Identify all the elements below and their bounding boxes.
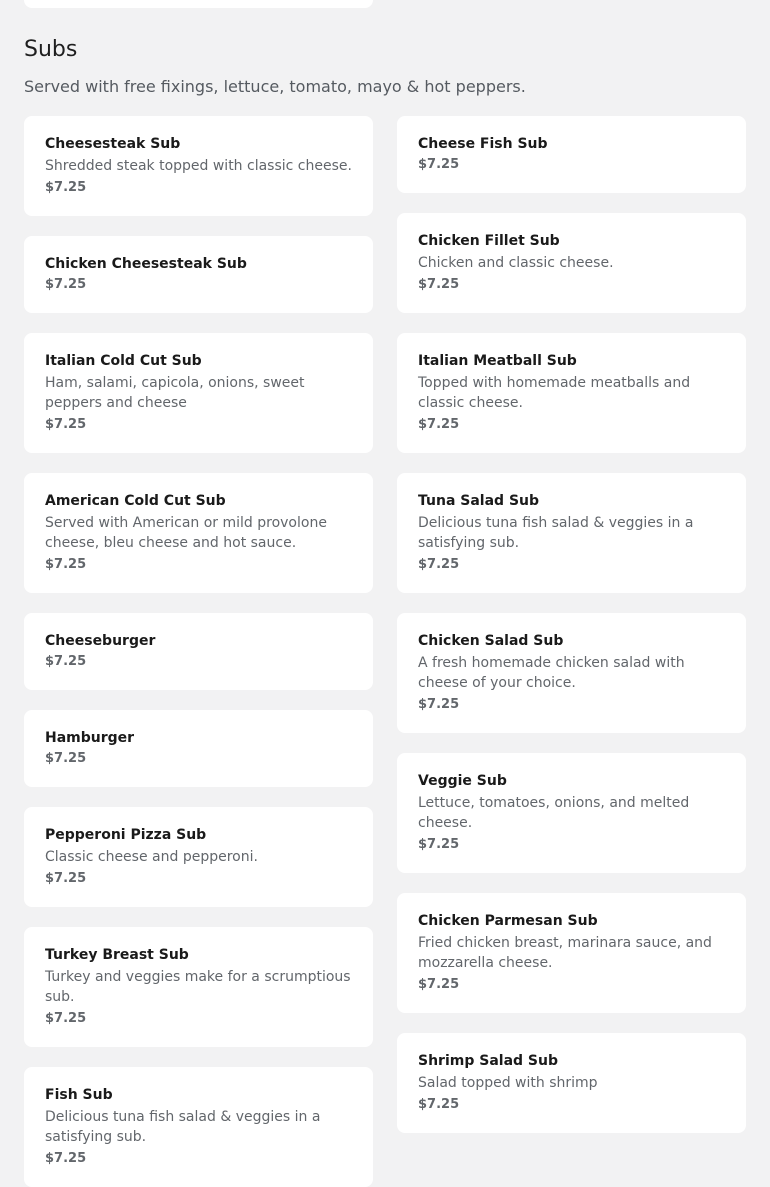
menu-item-price: $7.25	[45, 654, 87, 669]
menu-item-description: Served with American or mild provolone cheese, bleu cheese and hot sauce.	[45, 515, 327, 551]
menu-item-description: Classic cheese and pepperoni.	[45, 849, 258, 865]
menu-item-name: Shrimp Salad Sub	[418, 1053, 558, 1069]
menu-item-price: $7.25	[45, 417, 87, 432]
menu-item-price: $7.25	[418, 157, 460, 172]
section-title: Subs	[24, 37, 78, 62]
menu-item-price: $7.25	[45, 557, 87, 572]
menu-item-price: $7.25	[418, 697, 460, 712]
menu-item-name: Cheeseburger	[45, 633, 156, 649]
menu-item-name: Hamburger	[45, 730, 135, 746]
menu-item-name: Cheese Fish Sub	[418, 136, 548, 152]
menu-item-name: Chicken Salad Sub	[418, 633, 564, 649]
menu-item-price: $7.25	[418, 557, 460, 572]
menu-item-name: Pepperoni Pizza Sub	[45, 827, 207, 843]
menu-item-card[interactable]	[397, 1033, 746, 1133]
menu-item-description: Turkey and veggies make for a scrumptious sub.	[45, 969, 351, 1005]
menu-item-card[interactable]	[24, 473, 373, 593]
menu-item-card[interactable]	[24, 116, 373, 216]
menu-item-description: Shredded steak topped with classic cheese.	[45, 158, 352, 174]
menu-item-card[interactable]	[397, 893, 746, 1013]
menu-item-description: Topped with homemade meatballs and classic cheese.	[418, 375, 691, 411]
menu-item-card[interactable]	[24, 613, 373, 690]
menu-item-name: Italian Cold Cut Sub	[45, 353, 202, 369]
menu-item-price: $7.25	[45, 180, 87, 195]
menu-item-name: Tuna Salad Sub	[418, 493, 540, 509]
menu-item-name: Fish Sub	[45, 1087, 113, 1103]
menu-item-description: Ham, salami, capicola, onions, sweet peppers and cheese	[45, 375, 305, 411]
menu-item-description: Salad topped with shrimp	[418, 1075, 598, 1091]
section-description: Served with free fixings, lettuce, tomato, mayo & hot peppers.	[24, 77, 526, 96]
menu-item-price: $7.25	[45, 1011, 87, 1026]
menu-item-description: Delicious tuna fish salad & veggies in a satisfying sub.	[45, 1109, 321, 1145]
menu-item-price: $7.25	[418, 417, 460, 432]
menu-item-description: A fresh homemade chicken salad with cheese of your choice.	[418, 655, 685, 691]
menu-item-card[interactable]	[24, 1067, 373, 1187]
menu-item-card[interactable]	[24, 236, 373, 313]
menu-item-card[interactable]	[24, 710, 373, 787]
menu-item-price: $7.25	[418, 837, 460, 852]
menu-item-price: $7.25	[45, 1151, 87, 1166]
menu-item-description: Chicken and classic cheese.	[418, 255, 614, 271]
menu-item-name: Chicken Cheesesteak Sub	[45, 256, 247, 272]
menu-column-left	[24, 116, 373, 1187]
menu-item-price: $7.25	[418, 277, 460, 292]
menu-item-name: American Cold Cut Sub	[45, 493, 226, 509]
menu-item-name: Chicken Fillet Sub	[418, 233, 560, 249]
menu-item-price: $7.25	[45, 871, 87, 886]
menu-item-card[interactable]	[24, 807, 373, 907]
menu-item-price: $7.25	[418, 977, 460, 992]
menu-item-description: Lettuce, tomatoes, onions, and melted cheese.	[418, 795, 690, 831]
menu-item-name: Italian Meatball Sub	[418, 353, 577, 369]
menu-item-card[interactable]	[397, 213, 746, 313]
menu-item-price: $7.25	[45, 751, 87, 766]
menu-item-name: Cheesesteak Sub	[45, 136, 181, 152]
previous-menu-item-card[interactable]	[24, 0, 373, 8]
menu-item-card[interactable]	[24, 333, 373, 453]
menu-item-card[interactable]	[397, 753, 746, 873]
menu-item-card[interactable]	[397, 333, 746, 453]
menu-item-card[interactable]	[397, 473, 746, 593]
menu-item-name: Veggie Sub	[418, 773, 507, 789]
menu-item-name: Chicken Parmesan Sub	[418, 913, 598, 929]
menu-item-description: Delicious tuna fish salad & veggies in a satisfying sub.	[418, 515, 694, 551]
menu-item-card[interactable]	[397, 613, 746, 733]
menu-item-description: Fried chicken breast, marinara sauce, and mozzarella cheese.	[418, 935, 712, 971]
menu-item-name: Turkey Breast Sub	[45, 947, 189, 963]
menu-item-price: $7.25	[418, 1097, 460, 1112]
menu-column-right	[397, 116, 746, 1133]
menu-item-card[interactable]	[397, 116, 746, 193]
menu-item-price: $7.25	[45, 277, 87, 292]
menu-item-card[interactable]	[24, 927, 373, 1047]
